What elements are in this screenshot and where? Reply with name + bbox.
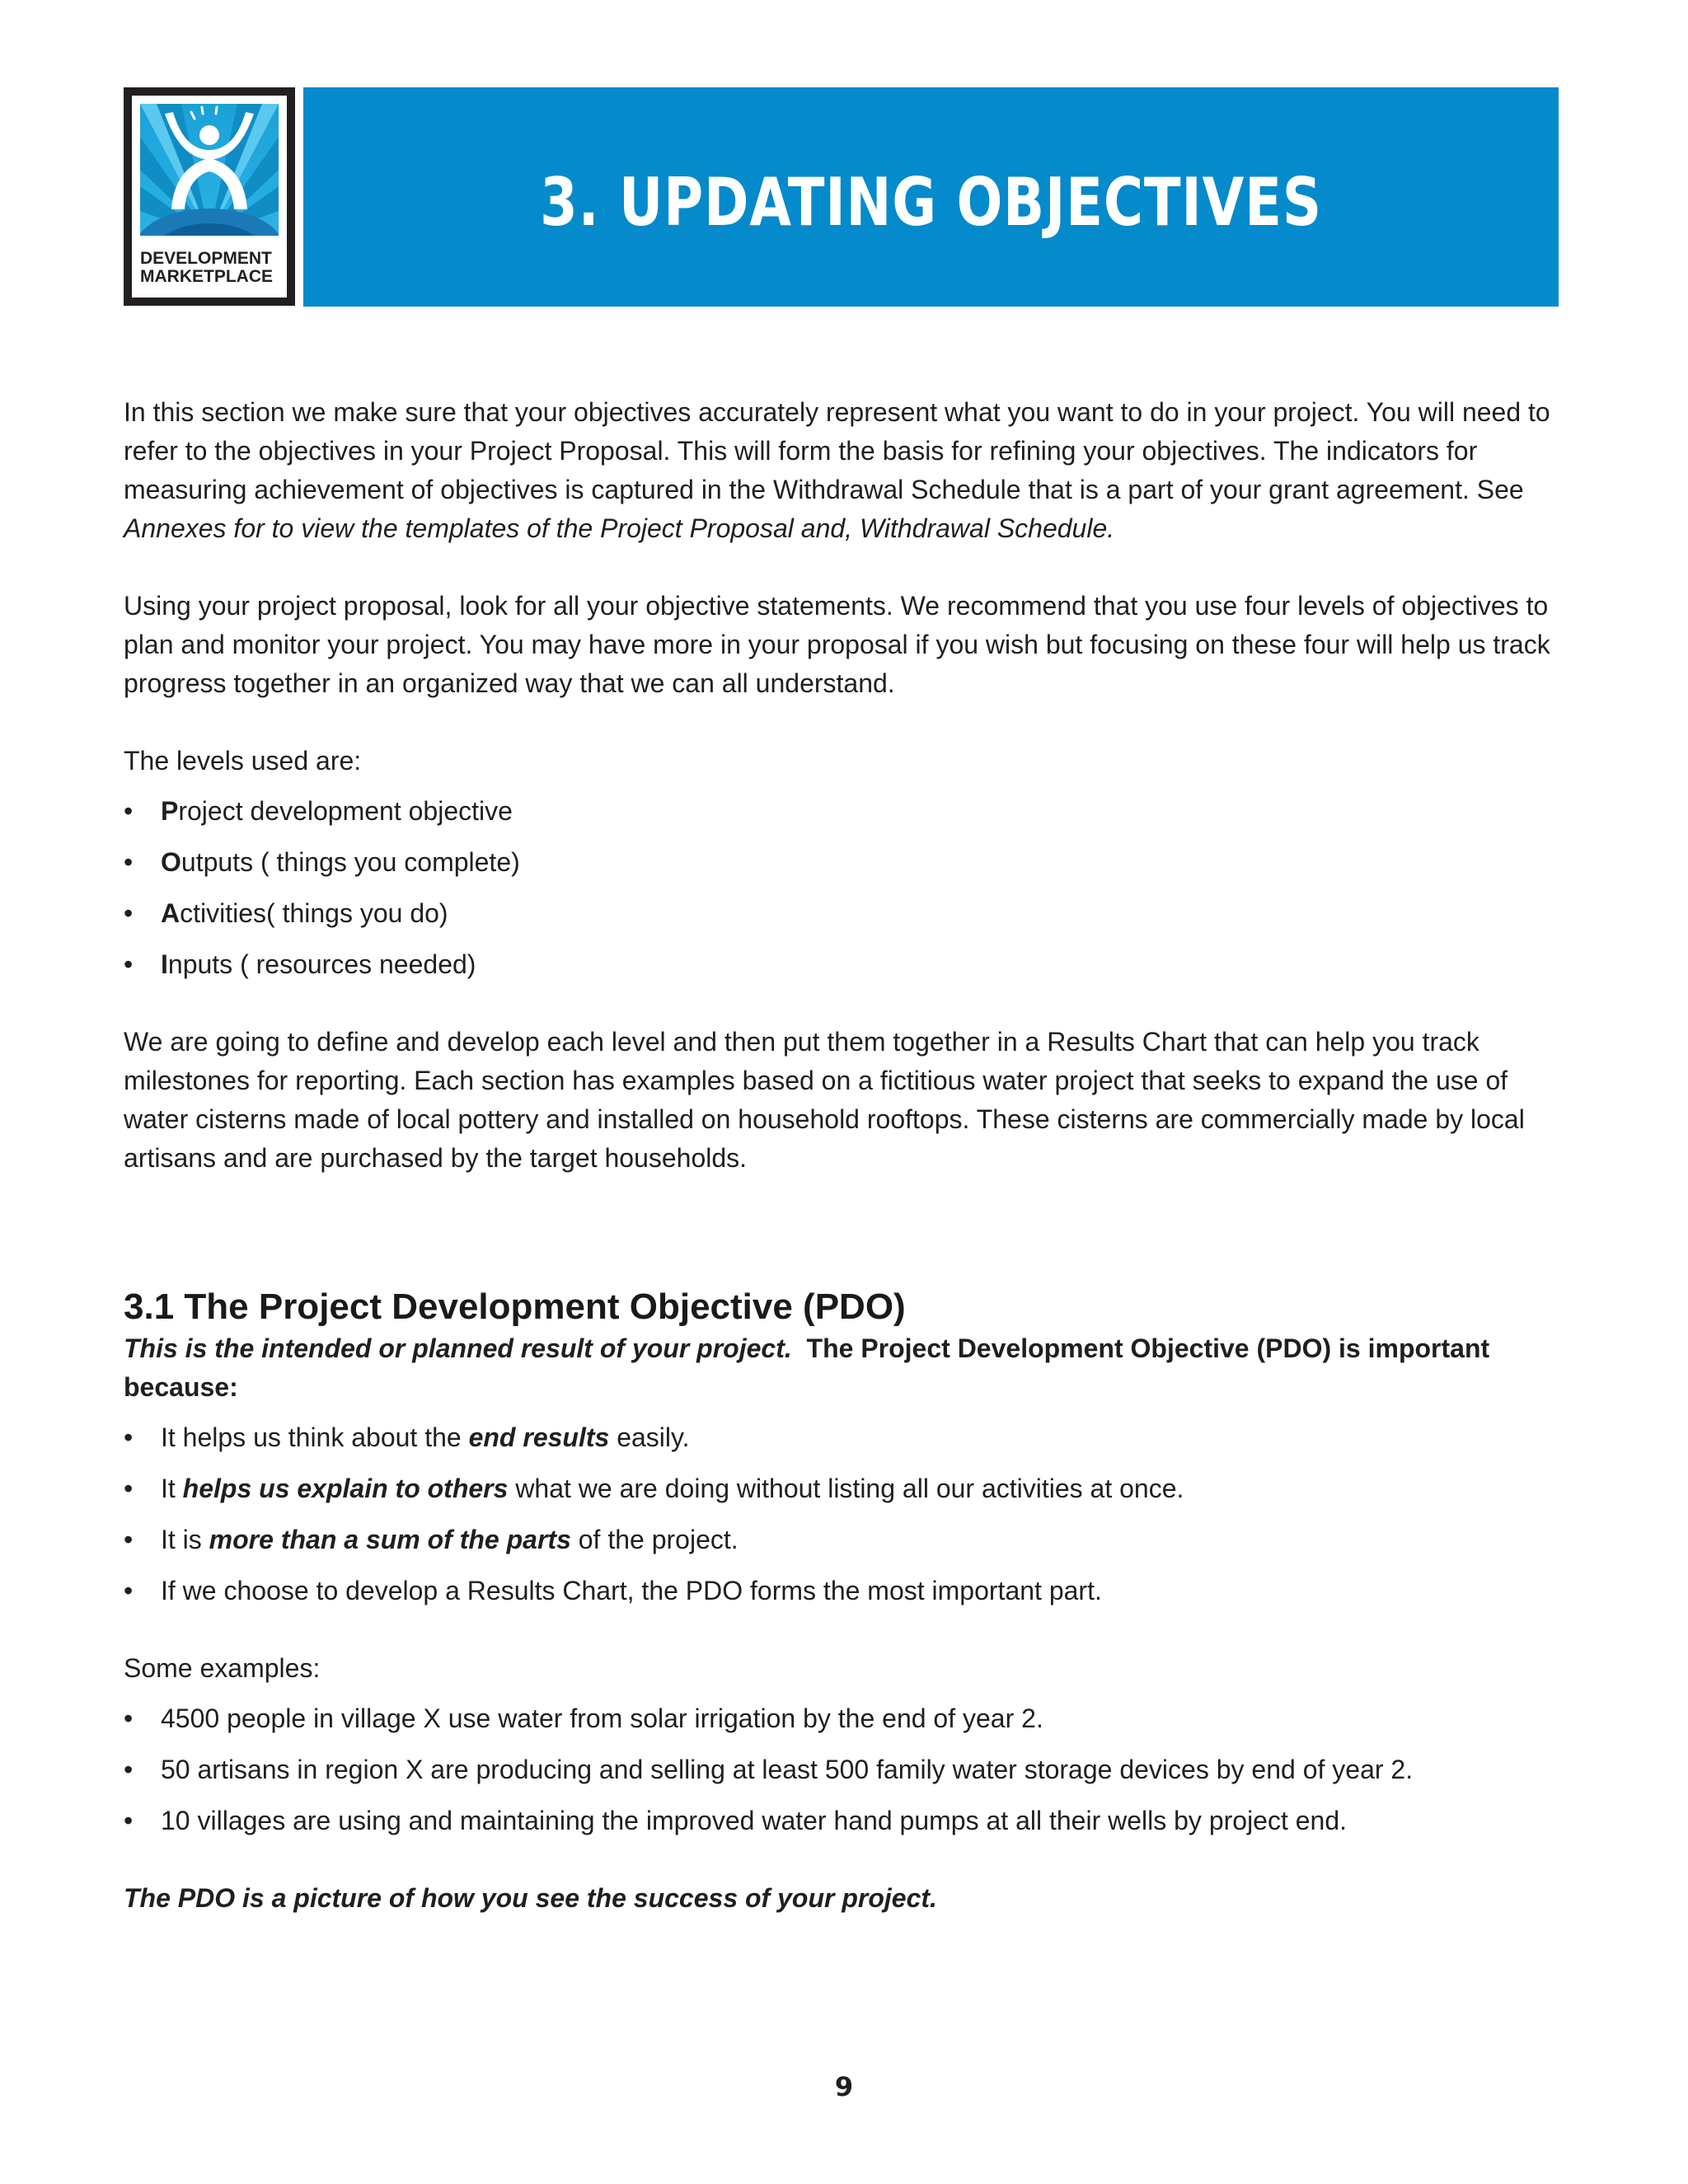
list-item: • 4500 people in village X use water from solar irrigation by the end of year 2. [124, 1704, 1043, 1733]
list-item: • 10 villages are using and maintaining the improved water hand pumps at all their wells by project end. [124, 1806, 1348, 1835]
list-item: • It helps us explain to others what we are doing without listing all our activities at once. [124, 1474, 1184, 1503]
levels-list [124, 792, 1562, 984]
list-item: • It is more than a sum of the parts of the project. [124, 1525, 738, 1554]
logo-figure-icon [140, 104, 279, 236]
page-title: 3. UPDATING OBJECTIVES [540, 163, 1322, 241]
list-item: • Activities( things you do) [124, 898, 448, 928]
logo-line-1: DEVELOPMENT [140, 249, 272, 268]
logo-wordmark [140, 250, 282, 286]
examples-list [124, 1699, 1562, 1840]
page-number: 9 [834, 2071, 854, 2102]
section-lead [124, 1329, 1562, 1407]
intro-paragraph-1 [124, 393, 1562, 548]
logo-frame [132, 96, 287, 298]
list-item: • 50 artisans in region X are producing and selling at least 500 family water storage devices by end of year 2. [124, 1755, 1414, 1784]
logo [124, 87, 295, 306]
section-lead-italic: This is the intended or planned result of your project. [124, 1333, 792, 1363]
title-banner [303, 87, 1559, 307]
list-item: • It helps us think about the end results easily. [124, 1422, 690, 1452]
reasons-list [124, 1418, 1562, 1610]
levels-label: The levels used are: [124, 746, 362, 776]
list-item: • Project development objective [124, 796, 513, 826]
logo-line-2: MARKETPLACE [140, 267, 273, 286]
list-item: • If we choose to develop a Results Chart, the PDO forms the most important part. [124, 1576, 1102, 1605]
intro-paragraph-1-text: In this section we make sure that your objectives accurately represent what you want to do in your project. You will need to refer to the objectives in your Project Proposal. This will form the basis for refining your objectives. The indicators for measuring achievement of objectives is captured in the Withdrawal Schedule that is a part of your grant agreement. See [124, 397, 1550, 504]
intro-paragraph-1-italic: Annexes for to view the templates of the Project Proposal and, Withdrawal Schedule. [124, 513, 1115, 543]
list-item: • Inputs ( resources needed) [124, 949, 476, 979]
intro-paragraph-3: We are going to define and develop each level and then put them together in a Results Chart that can help you track milestones for reporting. Each section has examples based on a fictitious water project that seeks to expand the use of water cisterns made of local pottery and installed on household rooftops. These cisterns are commercially made by local artisans and are purchased by the target households. [124, 1027, 1525, 1173]
intro-paragraph-2: Using your project proposal, look for all your objective statements. We recommend that you use four levels of objectives to plan and monitor your project. You may have more in your proposal if you wish but focusing on these four will help us track progress together in an organized way that we can all understand. [124, 591, 1550, 698]
section-lead-bold: The Project Development Objective (PDO) is important because: [124, 1333, 1490, 1402]
list-item: • Outputs ( things you complete) [124, 847, 520, 877]
closing-statement: The PDO is a picture of how you see the success of your project. [124, 1883, 937, 1913]
section-heading: 3.1 The Project Development Objective (PDO) [124, 1286, 906, 1327]
page-content [124, 393, 1562, 1918]
examples-label: Some examples: [124, 1653, 321, 1683]
